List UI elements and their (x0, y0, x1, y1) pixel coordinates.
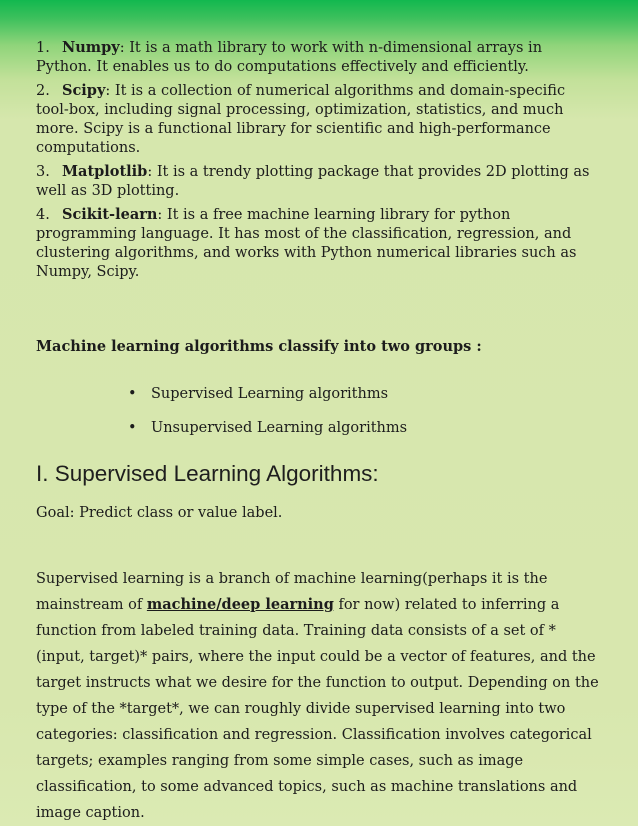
bullet: • (128, 386, 137, 402)
list-item (128, 385, 407, 419)
groups-list (128, 385, 407, 453)
library-list (36, 38, 602, 286)
library-item-scipy (36, 81, 602, 158)
body-paragraph (36, 566, 602, 826)
library-description: : It is a collection of numerical algorithms and domain-specific tool-box, including signal processing, optimization, statistics, and much more. Scipy is a functional library for scientific and high-performance computations. (36, 83, 566, 156)
list-item-label: Unsupervised Learning algorithms (151, 420, 408, 436)
library-description: : It is a trendy plotting package that provides 2D plotting as well as 3D plotting. (36, 164, 590, 199)
library-name: Scipy (62, 82, 106, 99)
section-title: I. Supervised Learning Algorithms: (36, 461, 379, 486)
library-name: Numpy (62, 39, 120, 56)
library-name: Matplotlib (62, 163, 148, 180)
library-description: : It is a math library to work with n-dimensional arrays in Python. It enables us to do computations effectively and efficiently. (36, 40, 543, 75)
goal-text: Goal: Predict class or value label. (36, 505, 283, 521)
machine-deep-learning-link[interactable]: machine/deep learning (146, 596, 334, 613)
library-item-matplotlib (36, 162, 602, 201)
library-item-numpy (36, 38, 602, 77)
item-number: 4. (36, 207, 50, 223)
list-item (128, 419, 407, 453)
list-item-label: Supervised Learning algorithms (151, 386, 389, 402)
paragraph-text: for now) related to inferring a function from labeled training data. Training data consists of a set of *(input, target)* pairs, where the input could be a vector of features, and the target instructs what we desire for the function to output. Depending on the type of the *target*, we can roughly divide supervised learning into two categories: classification and regression. Classification involves categorical targets; examples ranging from some simple cases, such as image classification, to some advanced topics, such as machine translations and image caption. (36, 597, 599, 821)
library-name: Scikit-learn (62, 206, 158, 223)
groups-heading: Machine learning algorithms classify into two groups : (36, 338, 482, 355)
item-number: 1. (36, 40, 50, 56)
library-item-scikit-learn (36, 205, 602, 282)
library-description: : It is a free machine learning library for python programming language. It has most of the classification, regression, and clustering algorithms, and works with Python numerical libraries such as Numpy, Scipy. (36, 207, 577, 280)
bullet: • (128, 420, 137, 436)
item-number: 2. (36, 83, 50, 99)
item-number: 3. (36, 164, 50, 180)
paragraph-text: Supervised learning is a branch of machine learning(perhaps it is the mainstream of (36, 571, 548, 613)
